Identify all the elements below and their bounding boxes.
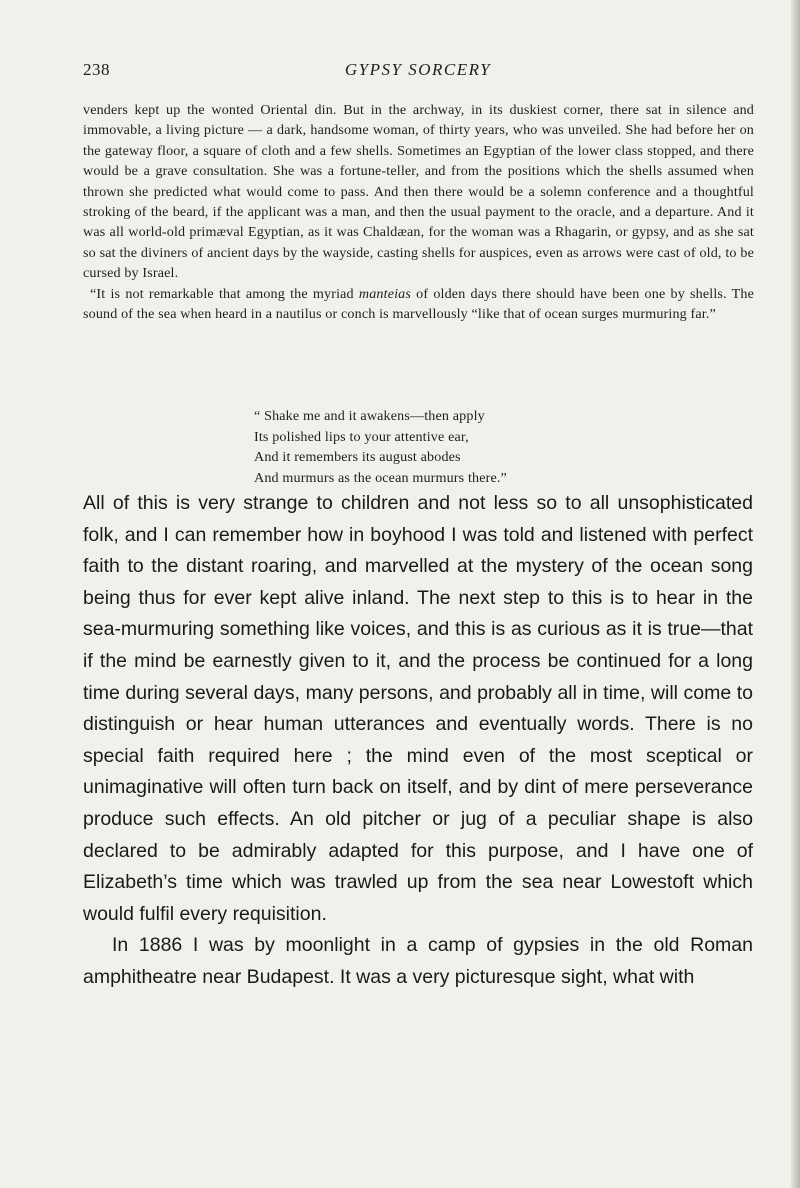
poem-line: And murmurs as the ocean murmurs there.” [254,469,507,486]
paragraph-fortune-teller: venders kept up the wonted Oriental din. But in the archway, in its duskiest corner, there sat in silence and immovable, a living picture — a dark, handsome woman, of thirty years, who was unveiled. She had before her on the gateway floor, a square of cloth and a few shells. Sometimes an Egyptian of the lower class stopped, and there would be a grave consultation. She was a fortune-teller, and from the positions which the shells assumed when thrown she predicted what would come to pass. And then there would be a solemn conference and a thoughtful stroking of the beard, if the applicant was a man, and then the usual payment to the oracle, and a departure. And it was all world-old primæval Egyptian, as it was Chaldæan, for the woman was a Rhagarin, or gypsy, and as she sat so sat the diviners of ancient days by the wayside, casting shells for auspices, even as arrows were cast of old, to be cursed by Israel. [83,102,754,282]
page-edge-shadow [791,0,800,1188]
small-type-passage [83,100,754,324]
large-type-passage [83,488,753,994]
poem-line: Its polished lips to your attentive ear, [254,428,469,445]
quote-start: “It is not remarkable that among the myriad [90,285,354,302]
quote-rest: of olden days there should have been one by shells. The sound of the sea when heard in a nautilus or conch is marvellously “like that of ocean surges murmuring far.” [83,285,754,323]
italic-word-manteias: manteias [358,285,411,302]
poem-line: “ Shake me and it awakens—then apply [254,408,485,424]
poem-line: And it remembers its august abodes [254,449,461,465]
running-title: GYPSY SORCERY [344,60,492,79]
paragraph-shells [83,284,754,325]
paragraph-sea-murmuring: All of this is very strange to children and not less so to all unsophisticated folk, and I can remember how in boyhood I was told and listened with perfect faith to the distant roaring, and marvelled at the mystery of the ocean song being thus for ever kept alive inland. The next step to this is to hear in the sea-murmuring something like voices, and this is as curious as it is true—that if the mind be earnestly given to it, and the process be continued for a long time during several days, many persons, and probably all in time, will come to distinguish or hear human utterances and eventually words. There is no special faith required here ; the mind even of the most sceptical or unimaginative will often turn back on itself, and by dint of mere perseverance produce such effects. An old pitcher or jug of a peculiar shape is also declared to be admirably adapted for this purpose, and I have one of Elizabeth’s time which was trawled up from the sea near Lowestoft which would fulfil every requisition. [83,492,753,925]
poem-quote [254,406,507,488]
page-number: 238 [83,60,110,79]
paragraph-budapest: In 1886 I was by moonlight in a camp of gypsies in the old Roman amphitheatre near Budapest. It was a very picturesque sight, what with [83,934,753,988]
page-header [83,60,753,88]
